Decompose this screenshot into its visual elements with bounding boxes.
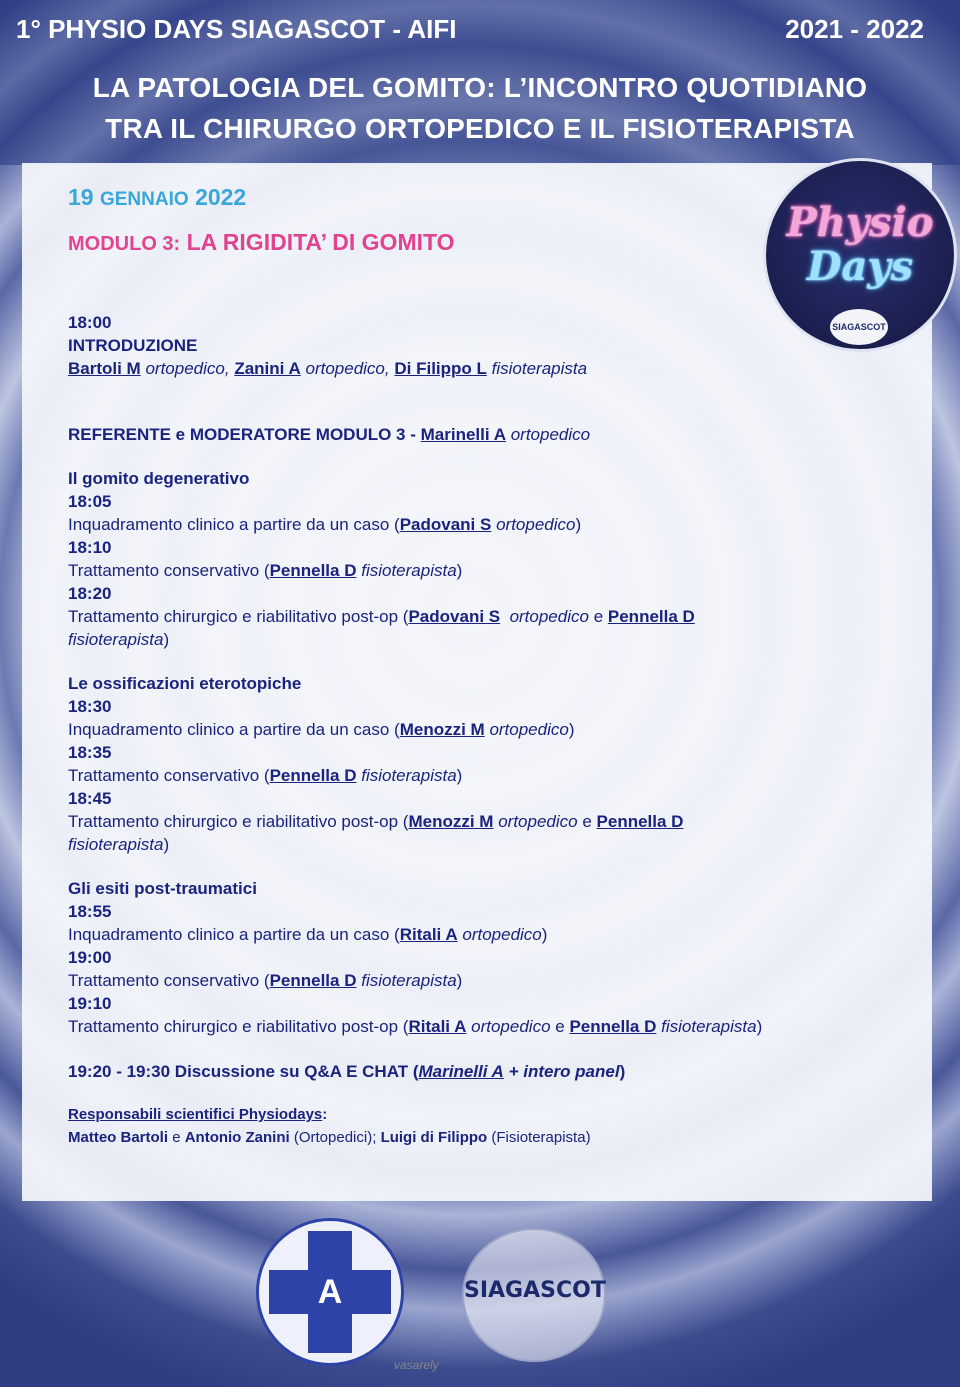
speaker-role: fisioterapista <box>361 766 457 785</box>
siagascot-logo <box>462 1228 606 1362</box>
session-time: 18:35 <box>68 743 112 762</box>
speaker-role: ortopedico <box>509 607 589 626</box>
conjunction: e <box>172 1129 181 1146</box>
speaker-role: ortopedico, <box>145 359 230 378</box>
event-date <box>68 184 246 211</box>
date-year: 2022 <box>195 184 247 210</box>
speaker-role: fisioterapista <box>68 835 164 854</box>
speaker-link[interactable]: Marinelli A <box>418 1062 504 1081</box>
event-years: 2021 - 2022 <box>785 14 924 44</box>
session-line <box>68 764 908 787</box>
speaker-link[interactable]: Ritali A <box>399 925 458 944</box>
discussion-text: 19:20 - 19:30 Discussione su Q&A E CHAT ( <box>68 1062 419 1081</box>
speaker-link[interactable]: Menozzi M <box>408 812 494 831</box>
session-line <box>68 559 908 582</box>
session-line <box>68 969 908 992</box>
speaker-link[interactable]: Pennella D <box>569 1017 657 1036</box>
speaker-link[interactable]: Pennella D <box>607 607 695 626</box>
siagascot-badge: SIAGASCOT <box>830 309 888 345</box>
module-label: MODULO 3: <box>68 233 181 255</box>
speaker-role: ortopedico <box>489 720 569 739</box>
speaker-link[interactable]: Pennella D <box>269 561 357 580</box>
session-desc: Inquadramento clinico a partire da un caso ( <box>68 925 400 944</box>
responsabile-role: (Fisioterapista) <box>491 1129 591 1146</box>
session-time: 18:30 <box>68 697 112 716</box>
speaker-link[interactable]: Di Filippo L <box>394 359 487 378</box>
speaker-link[interactable]: Marinelli A <box>420 425 506 444</box>
speaker-link[interactable]: Pennella D <box>269 971 357 990</box>
intro-time: 18:00 <box>68 313 112 332</box>
speaker-role: ortopedico <box>462 925 542 944</box>
paren: ) <box>163 630 170 649</box>
aifi-logo <box>256 1218 404 1366</box>
speaker-role: fisioterapista <box>661 1017 757 1036</box>
session-time: 18:45 <box>68 789 112 808</box>
session-time: 19:10 <box>68 994 112 1013</box>
responsabile-name: Antonio Zanini <box>184 1129 290 1146</box>
session-line <box>68 718 908 741</box>
speaker-link[interactable]: Padovani S <box>399 515 492 534</box>
speaker-role: ortopedico <box>498 812 578 831</box>
referente-label: REFERENTE e MODERATORE MODULO 3 - <box>68 425 416 444</box>
paren: ) <box>456 766 463 785</box>
program-content <box>68 311 908 1149</box>
responsabile-name: Matteo Bartoli <box>68 1129 169 1146</box>
session-line <box>68 513 908 536</box>
logo-word-days: Days <box>806 243 914 290</box>
speaker-link[interactable]: Padovani S <box>408 607 501 626</box>
siagascot-logo-text: SIAGASCOT <box>464 1278 606 1303</box>
page-title-line2: TRA IL CHIRURGO ORTOPEDICO E IL FISIOTERAPISTA <box>105 113 855 144</box>
discussion-line <box>68 1060 908 1083</box>
paren: ) <box>575 515 582 534</box>
logo-word-physio: Physio <box>786 199 934 246</box>
colon: : <box>322 1106 328 1123</box>
paren: ) <box>163 835 170 854</box>
date-month: GENNAIO <box>99 189 189 210</box>
section-title: Il gomito degenerativo <box>68 469 250 488</box>
session-time: 18:10 <box>68 538 112 557</box>
section-title: Gli esiti post-traumatici <box>68 879 257 898</box>
session-time: 18:05 <box>68 492 112 511</box>
responsabili-title: Responsabili scientifici Physiodays <box>68 1106 323 1123</box>
speaker-link[interactable]: Bartoli M <box>68 359 141 378</box>
date-day: 19 <box>68 184 94 210</box>
speaker-role: fisioterapista <box>361 561 457 580</box>
conjunction: e <box>593 607 604 626</box>
speaker-link[interactable]: Pennella D <box>269 766 357 785</box>
speaker-link[interactable]: Zanini A <box>234 359 301 378</box>
speaker-link[interactable]: Menozzi M <box>399 720 485 739</box>
aifi-figure-icon: A <box>317 1273 343 1311</box>
responsabile-name: Luigi di Filippo <box>380 1129 488 1146</box>
conjunction: e <box>582 812 592 831</box>
paren: ) <box>568 720 575 739</box>
referente-line <box>68 423 908 446</box>
intro-title: INTRODUZIONE <box>68 336 198 355</box>
event-name: 1° PHYSIO DAYS SIAGASCOT - AIFI <box>16 14 457 44</box>
module-title <box>68 229 455 256</box>
session-desc: Trattamento chirurgico e riabilitativo post-op ( <box>68 812 409 831</box>
speaker-role: ortopedico, <box>305 359 390 378</box>
session-time: 18:20 <box>68 584 112 603</box>
paren: ) <box>456 561 463 580</box>
artist-signature: vasarely <box>394 1358 439 1372</box>
speaker-role: fisioterapista <box>491 359 588 378</box>
session-line-cont <box>68 628 908 651</box>
section-title: Le ossificazioni eterotopiche <box>68 674 302 693</box>
session-line <box>68 605 908 628</box>
speaker-role: ortopedico <box>510 425 591 444</box>
responsabili-names <box>68 1126 908 1149</box>
session-line <box>68 923 908 946</box>
intro-speakers <box>68 357 908 380</box>
speaker-link[interactable]: Ritali A <box>408 1017 467 1036</box>
speaker-role: fisioterapista <box>361 971 457 990</box>
session-line <box>68 1015 908 1038</box>
speaker-link[interactable]: Pennella D <box>596 812 684 831</box>
session-desc: Inquadramento clinico a partire da un caso ( <box>68 515 400 534</box>
page-title-line1: LA PATOLOGIA DEL GOMITO: L’INCONTRO QUOTIDIANO <box>92 72 868 103</box>
session-desc: Trattamento conservativo ( <box>68 561 270 580</box>
session-desc: Trattamento conservativo ( <box>68 766 270 785</box>
session-line-cont <box>68 833 908 856</box>
responsabili-heading <box>68 1103 908 1126</box>
speaker-role: ortopedico <box>471 1017 551 1036</box>
conjunction: e <box>555 1017 565 1036</box>
session-line <box>68 810 908 833</box>
session-desc: Trattamento chirurgico e riabilitativo post-op ( <box>68 607 409 626</box>
paren: ) <box>541 925 548 944</box>
paren: ) <box>619 1062 626 1081</box>
session-desc: Inquadramento clinico a partire da un caso ( <box>68 720 400 739</box>
responsabile-role: (Ortopedici); <box>293 1129 377 1146</box>
session-time: 18:55 <box>68 902 112 921</box>
speaker-role: ortopedico <box>496 515 576 534</box>
session-desc: Trattamento conservativo ( <box>68 971 270 990</box>
speaker-role: fisioterapista <box>68 630 164 649</box>
paren: ) <box>456 971 463 990</box>
discussion-panel: + intero panel <box>508 1062 620 1081</box>
session-desc: Trattamento chirurgico e riabilitativo post-op ( <box>68 1017 409 1036</box>
module-name: LA RIGIDITA’ DI GOMITO <box>186 229 455 255</box>
session-time: 19:00 <box>68 948 112 967</box>
paren: ) <box>756 1017 763 1036</box>
